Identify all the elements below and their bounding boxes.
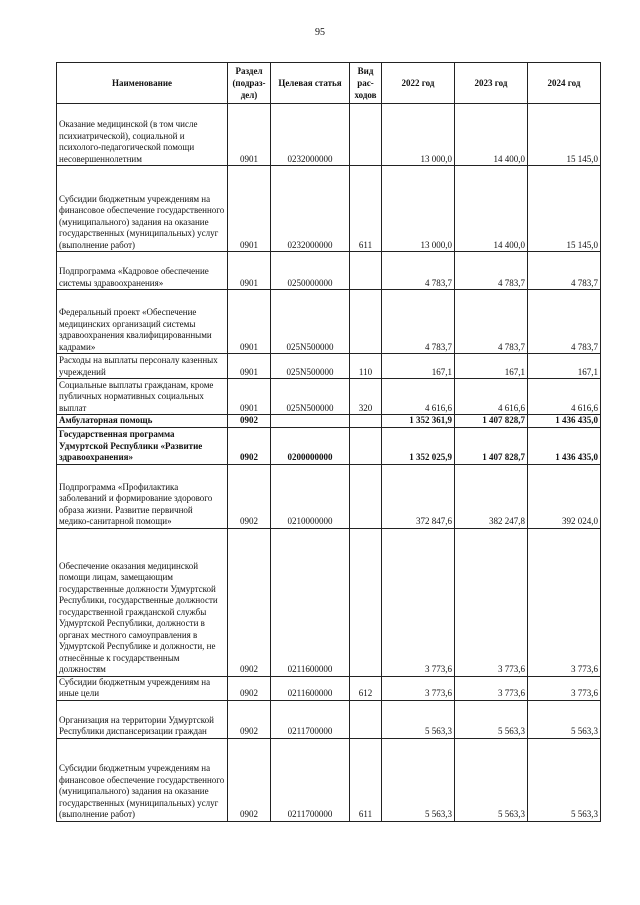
cell-kind [350, 464, 382, 528]
cell-kind [350, 427, 382, 464]
cell-target: 0210000000 [271, 464, 350, 528]
cell-2023: 4 616,6 [455, 379, 528, 415]
cell-target: 0211700000 [271, 738, 350, 821]
cell-2022: 1 352 025,9 [382, 427, 455, 464]
cell-2022: 372 847,6 [382, 464, 455, 528]
cell-2022: 4 783,7 [382, 252, 455, 290]
cell-name: Расходы на выплаты персоналу казенных учреждений [57, 354, 228, 379]
cell-target: 0200000000 [271, 427, 350, 464]
table-row [57, 464, 601, 528]
cell-name: Подпрограмма «Кадровое обеспечение системы здравоохранения» [57, 252, 228, 290]
cell-2022: 13 000,0 [382, 166, 455, 252]
table-row [57, 104, 601, 166]
cell-section: 0902 [228, 738, 271, 821]
cell-target: 025N500000 [271, 379, 350, 415]
cell-kind [350, 415, 382, 428]
cell-target [271, 415, 350, 428]
cell-2023: 1 407 828,7 [455, 427, 528, 464]
table-row [57, 427, 601, 464]
cell-name: Подпрограмма «Профилактика заболеваний и формирование здорового образа жизни. Развитие первичной медико-санитарной помощи» [57, 464, 228, 528]
table-row [57, 528, 601, 676]
table-row [57, 290, 601, 354]
cell-kind [350, 104, 382, 166]
cell-name: Обеспечение оказания медицинской помощи лицам, замещающим государственные должности Удмуртской Республики, государственные должности государственной гражданской службы Удмуртской Республики, должности в органах местного самоуправления в Удмуртской Республике и должности, не отнесённые к государственным должностям [57, 528, 228, 676]
cell-2024: 15 145,0 [528, 166, 601, 252]
cell-target: 025N500000 [271, 290, 350, 354]
cell-2024: 5 563,3 [528, 738, 601, 821]
page-number: 95 [315, 27, 325, 38]
header-2023: 2023 год [455, 63, 528, 104]
cell-2023: 3 773,6 [455, 676, 528, 700]
cell-2024: 3 773,6 [528, 528, 601, 676]
cell-target: 0211600000 [271, 528, 350, 676]
cell-2023: 4 783,7 [455, 252, 528, 290]
cell-section: 0901 [228, 379, 271, 415]
cell-2023: 4 783,7 [455, 290, 528, 354]
budget-table [56, 62, 601, 822]
cell-2023: 382 247,8 [455, 464, 528, 528]
cell-2024: 1 436 435,0 [528, 427, 601, 464]
cell-section: 0901 [228, 290, 271, 354]
cell-name: Государственная программа Удмуртской Республики «Развитие здравоохранения» [57, 427, 228, 464]
cell-section: 0901 [228, 166, 271, 252]
cell-2022: 3 773,6 [382, 676, 455, 700]
cell-kind [350, 528, 382, 676]
cell-name: Федеральный проект «Обеспечение медицинских организаций системы здравоохранения квалифицированными кадрами» [57, 290, 228, 354]
cell-target: 0232000000 [271, 166, 350, 252]
cell-2024: 15 145,0 [528, 104, 601, 166]
cell-name: Субсидии бюджетным учреждениям на иные цели [57, 676, 228, 700]
cell-section: 0901 [228, 354, 271, 379]
cell-2024: 4 783,7 [528, 252, 601, 290]
cell-2022: 167,1 [382, 354, 455, 379]
table-row [57, 700, 601, 738]
table-row [57, 415, 601, 428]
cell-target: 0211700000 [271, 700, 350, 738]
cell-kind: 320 [350, 379, 382, 415]
header-2024: 2024 год [528, 63, 601, 104]
cell-2024: 167,1 [528, 354, 601, 379]
cell-2023: 5 563,3 [455, 700, 528, 738]
cell-target: 0232000000 [271, 104, 350, 166]
cell-kind [350, 290, 382, 354]
cell-2022: 3 773,6 [382, 528, 455, 676]
header-name: Наименование [57, 63, 228, 104]
table-row [57, 738, 601, 821]
cell-2022: 1 352 361,9 [382, 415, 455, 428]
cell-name: Субсидии бюджетным учреждениям на финансовое обеспечение государственного (муниципального) задания на оказание государственных (муниципальных) услуг (выполнение работ) [57, 166, 228, 252]
table-body [57, 104, 601, 822]
cell-2024: 1 436 435,0 [528, 415, 601, 428]
cell-kind [350, 700, 382, 738]
cell-2023: 3 773,6 [455, 528, 528, 676]
cell-target: 025N500000 [271, 354, 350, 379]
cell-section: 0902 [228, 676, 271, 700]
table-row [57, 252, 601, 290]
cell-2022: 13 000,0 [382, 104, 455, 166]
cell-name: Амбулаторная помощь [57, 415, 228, 428]
cell-2022: 4 616,6 [382, 379, 455, 415]
cell-2023: 167,1 [455, 354, 528, 379]
cell-name: Субсидии бюджетным учреждениям на финансовое обеспечение государственного (муниципального) задания на оказание государственных (муниципальных) услуг (выполнение работ) [57, 738, 228, 821]
cell-2022: 5 563,3 [382, 700, 455, 738]
cell-name: Оказание медицинской (в том числе психиатрической), социальной и психолого-педагогической помощи несовершеннолетним [57, 104, 228, 166]
cell-target: 0211600000 [271, 676, 350, 700]
cell-kind: 612 [350, 676, 382, 700]
table-row [57, 166, 601, 252]
cell-2023: 1 407 828,7 [455, 415, 528, 428]
cell-2023: 5 563,3 [455, 738, 528, 821]
cell-2023: 14 400,0 [455, 166, 528, 252]
cell-2024: 3 773,6 [528, 676, 601, 700]
cell-2022: 4 783,7 [382, 290, 455, 354]
cell-section: 0902 [228, 415, 271, 428]
table-row [57, 379, 601, 415]
cell-target: 0250000000 [271, 252, 350, 290]
cell-section: 0902 [228, 700, 271, 738]
cell-2022: 5 563,3 [382, 738, 455, 821]
cell-section: 0902 [228, 427, 271, 464]
cell-name: Организация на территории Удмуртской Республики диспансеризации граждан [57, 700, 228, 738]
cell-section: 0901 [228, 252, 271, 290]
header-section: Раздел (подраз-дел) [228, 63, 271, 104]
table-row [57, 676, 601, 700]
cell-kind: 611 [350, 166, 382, 252]
cell-kind: 110 [350, 354, 382, 379]
cell-2024: 4 783,7 [528, 290, 601, 354]
cell-name: Социальные выплаты гражданам, кроме публичных нормативных социальных выплат [57, 379, 228, 415]
header-target: Целевая статья [271, 63, 350, 104]
table-header-row [57, 63, 601, 104]
cell-2024: 392 024,0 [528, 464, 601, 528]
cell-section: 0901 [228, 104, 271, 166]
header-2022: 2022 год [382, 63, 455, 104]
cell-section: 0902 [228, 528, 271, 676]
cell-2024: 4 616,6 [528, 379, 601, 415]
table-row [57, 354, 601, 379]
cell-2024: 5 563,3 [528, 700, 601, 738]
cell-section: 0902 [228, 464, 271, 528]
cell-2023: 14 400,0 [455, 104, 528, 166]
header-kind: Вид рас-ходов [350, 63, 382, 104]
cell-kind: 611 [350, 738, 382, 821]
cell-kind [350, 252, 382, 290]
